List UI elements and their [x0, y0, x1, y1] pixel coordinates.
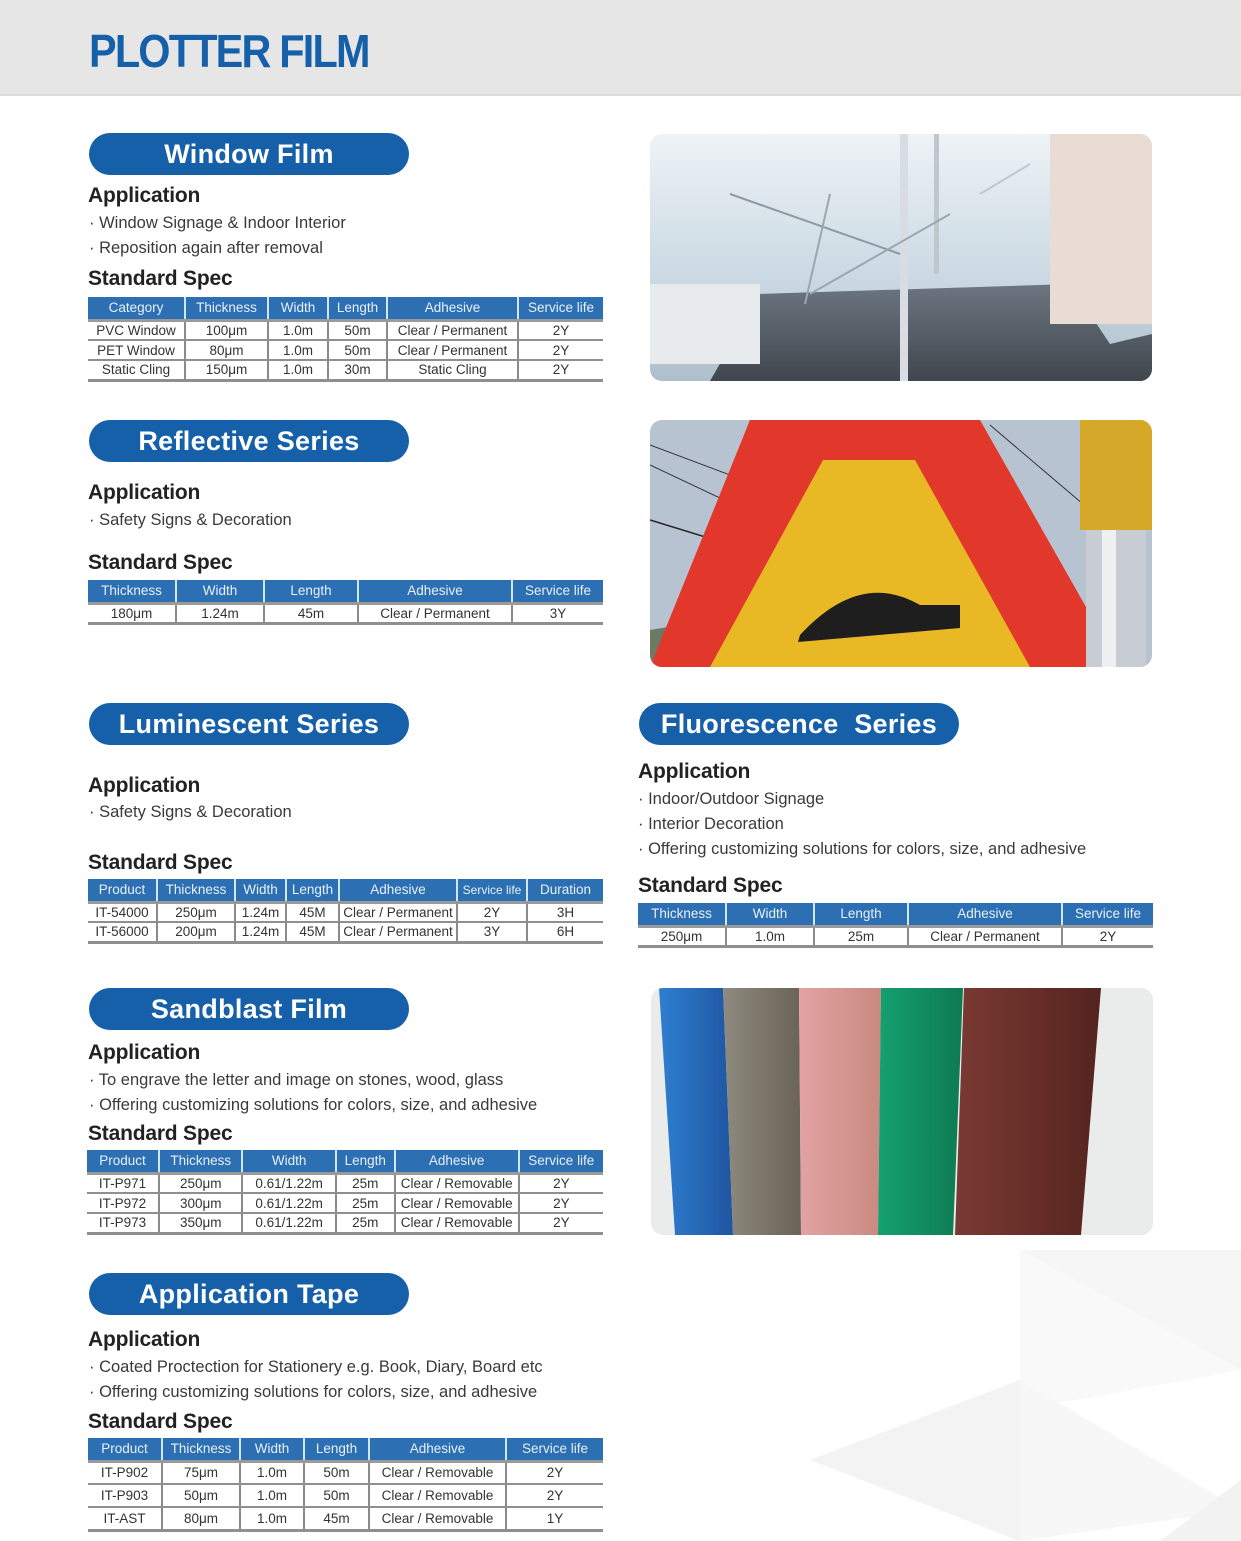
application-item: · Safety Signs & Decoration — [89, 800, 292, 825]
column-header: Width — [726, 903, 814, 926]
table-cell: 250μm — [157, 902, 235, 922]
table-header-row — [88, 580, 603, 603]
table-header-row — [88, 1438, 603, 1461]
table-cell: Clear / Permanent — [908, 926, 1062, 946]
table-row — [88, 1507, 603, 1530]
table-cell: 45M — [286, 922, 339, 942]
table-cell: 25m — [336, 1173, 395, 1193]
table-row — [88, 320, 603, 340]
window-film-spec-heading: Standard Spec — [88, 267, 233, 290]
table-cell: 50m — [328, 340, 387, 360]
application-tape-spec-table — [88, 1438, 603, 1532]
table-cell: Clear / Permanent — [339, 902, 457, 922]
table-cell: 3Y — [512, 603, 603, 623]
table-cell: 3Y — [457, 922, 527, 942]
table-row — [88, 603, 603, 623]
sandblast-film-title: Sandblast Film — [89, 988, 409, 1030]
table-header-row — [88, 297, 603, 320]
table-cell: 50m — [304, 1484, 369, 1507]
application-item: · Offering customizing solutions for colors, size, and adhesive — [89, 1093, 537, 1118]
sandblast-spec-table — [87, 1150, 603, 1235]
table-cell: 80μm — [162, 1507, 240, 1530]
table-row — [88, 340, 603, 360]
page-title: PLOTTER FILM — [89, 25, 369, 77]
column-header: Thickness — [88, 580, 176, 603]
application-tape-title: Application Tape — [89, 1273, 409, 1315]
background-triangles-decoration — [780, 1230, 1241, 1541]
fluorescence-application-list — [638, 787, 1086, 862]
table-cell: 25m — [336, 1213, 395, 1233]
reflective-application-heading: Application — [88, 481, 201, 504]
table-cell: 1.0m — [268, 320, 328, 340]
window-film-application-list — [89, 211, 346, 261]
application-item: · Window Signage & Indoor Interior — [89, 211, 346, 236]
table-cell: IT-54000 — [88, 902, 157, 922]
table-cell: 45m — [304, 1507, 369, 1530]
table-cell: IT-56000 — [88, 922, 157, 942]
table-cell: 50μm — [162, 1484, 240, 1507]
table-cell: 2Y — [519, 1193, 603, 1213]
application-item: · To engrave the letter and image on stones, wood, glass — [89, 1068, 537, 1093]
table-cell: Clear / Removable — [395, 1193, 519, 1213]
application-item: · Coated Proctection for Stationery e.g. Book, Diary, Board etc — [89, 1355, 543, 1380]
fluorescence-spec-table — [638, 903, 1153, 948]
window-film-application-heading: Application — [88, 184, 201, 207]
table-header-row — [87, 1150, 603, 1173]
table-cell: 2Y — [506, 1461, 603, 1484]
column-header: Adhesive — [395, 1150, 519, 1173]
column-header: Service life — [512, 580, 603, 603]
column-header: Category — [88, 297, 185, 320]
table-cell: 2Y — [1062, 926, 1153, 946]
table-cell: 25m — [814, 926, 908, 946]
table-cell: 1.0m — [268, 340, 328, 360]
window-film-title: Window Film — [89, 133, 409, 175]
table-cell: 250μm — [159, 1173, 242, 1193]
application-item: · Safety Signs & Decoration — [89, 508, 292, 533]
table-cell: 1.0m — [240, 1507, 304, 1530]
reflective-application-list — [89, 508, 292, 533]
table-row — [88, 902, 603, 922]
table-row — [88, 1484, 603, 1507]
column-header: Product — [88, 1438, 162, 1461]
column-header: Width — [176, 580, 264, 603]
table-cell: 0.61/1.22m — [242, 1173, 335, 1193]
column-header: Adhesive — [387, 297, 518, 320]
fluorescence-application-heading: Application — [638, 760, 751, 783]
table-cell: 45M — [286, 902, 339, 922]
table-cell: 75μm — [162, 1461, 240, 1484]
luminescent-application-list — [89, 800, 292, 825]
table-cell: IT-P972 — [87, 1193, 159, 1213]
application-item: · Reposition again after removal — [89, 236, 346, 261]
table-cell: 180μm — [88, 603, 176, 623]
table-cell: 2Y — [518, 360, 603, 380]
column-header: Product — [88, 879, 157, 902]
column-header: Service life — [518, 297, 603, 320]
column-header: Width — [235, 879, 286, 902]
table-cell: 50m — [328, 320, 387, 340]
column-header: Thickness — [157, 879, 235, 902]
table-row — [88, 922, 603, 942]
column-header: Width — [268, 297, 328, 320]
reflective-spec-heading: Standard Spec — [88, 551, 233, 574]
table-cell: IT-P903 — [88, 1484, 162, 1507]
column-header: Thickness — [162, 1438, 240, 1461]
column-header: Thickness — [185, 297, 268, 320]
table-cell: Clear / Removable — [395, 1213, 519, 1233]
table-cell: Clear / Removable — [369, 1461, 506, 1484]
table-cell: 1.24m — [235, 902, 286, 922]
table-row — [87, 1213, 603, 1233]
column-header: Length — [304, 1438, 369, 1461]
application-tape-spec-heading: Standard Spec — [88, 1410, 233, 1433]
table-cell: 2Y — [506, 1484, 603, 1507]
table-cell: PET Window — [88, 340, 185, 360]
table-cell: 150μm — [185, 360, 268, 380]
table-cell: 1.0m — [240, 1461, 304, 1484]
column-header: Product — [87, 1150, 159, 1173]
table-cell: 2Y — [519, 1173, 603, 1193]
application-item: · Indoor/Outdoor Signage — [638, 787, 1086, 812]
column-header: Width — [240, 1438, 304, 1461]
table-row — [88, 360, 603, 380]
table-cell: Clear / Permanent — [387, 320, 518, 340]
table-cell: 2Y — [518, 340, 603, 360]
column-header: Service life — [519, 1150, 603, 1173]
table-cell: 3H — [527, 902, 603, 922]
table-row — [87, 1173, 603, 1193]
column-header: Adhesive — [369, 1438, 506, 1461]
table-cell: 50m — [304, 1461, 369, 1484]
sandblast-application-heading: Application — [88, 1041, 201, 1064]
table-cell: IT-P971 — [87, 1173, 159, 1193]
reflective-spec-table — [88, 580, 603, 625]
column-header: Service life — [1062, 903, 1153, 926]
table-cell: 1.0m — [240, 1484, 304, 1507]
sandblast-application-list — [89, 1068, 537, 1118]
column-header: Length — [814, 903, 908, 926]
table-cell: 1Y — [506, 1507, 603, 1530]
table-cell: 300μm — [159, 1193, 242, 1213]
table-cell: 30m — [328, 360, 387, 380]
table-cell: 2Y — [518, 320, 603, 340]
table-cell: 6H — [527, 922, 603, 942]
table-row — [88, 1461, 603, 1484]
table-cell: Static Cling — [88, 360, 185, 380]
table-cell: 0.61/1.22m — [242, 1193, 335, 1213]
column-header: Width — [242, 1150, 335, 1173]
column-header: Adhesive — [358, 580, 512, 603]
table-cell: IT-P973 — [87, 1213, 159, 1233]
table-cell: PVC Window — [88, 320, 185, 340]
sandblast-spec-heading: Standard Spec — [88, 1122, 233, 1145]
luminescent-spec-heading: Standard Spec — [88, 851, 233, 874]
column-header: Length — [336, 1150, 395, 1173]
column-header: Service life — [506, 1438, 603, 1461]
fluorescence-spec-heading: Standard Spec — [638, 874, 783, 897]
column-header: Thickness — [638, 903, 726, 926]
table-cell: 1.24m — [235, 922, 286, 942]
table-cell: Static Cling — [387, 360, 518, 380]
column-header: Service life — [457, 879, 527, 902]
column-header: Thickness — [159, 1150, 242, 1173]
window-film-photo — [650, 134, 1152, 381]
table-cell: Clear / Permanent — [339, 922, 457, 942]
column-header: Length — [264, 580, 358, 603]
column-header: Duration — [527, 879, 603, 902]
table-cell: 1.24m — [176, 603, 264, 623]
table-cell: 0.61/1.22m — [242, 1213, 335, 1233]
table-cell: 1.0m — [268, 360, 328, 380]
column-header: Adhesive — [339, 879, 457, 902]
window-film-spec-table — [88, 297, 603, 382]
table-cell: 45m — [264, 603, 358, 623]
table-cell: 100μm — [185, 320, 268, 340]
table-cell: Clear / Removable — [369, 1507, 506, 1530]
table-cell: Clear / Permanent — [387, 340, 518, 360]
reflective-sign-photo — [650, 420, 1152, 667]
table-cell: 350μm — [159, 1213, 242, 1233]
table-header-row — [88, 879, 603, 902]
column-header: Length — [328, 297, 387, 320]
table-cell: 25m — [336, 1193, 395, 1213]
table-cell: 2Y — [519, 1213, 603, 1233]
fluorescence-series-title: Fluorescence Series — [639, 703, 959, 745]
table-row — [638, 926, 1153, 946]
luminescent-application-heading: Application — [88, 774, 201, 797]
table-cell: Clear / Permanent — [358, 603, 512, 623]
application-item: · Offering customizing solutions for colors, size, and adhesive — [638, 837, 1086, 862]
table-cell: IT-AST — [88, 1507, 162, 1530]
table-cell: Clear / Removable — [369, 1484, 506, 1507]
table-cell: 2Y — [457, 902, 527, 922]
column-header: Adhesive — [908, 903, 1062, 926]
application-tape-application-heading: Application — [88, 1328, 201, 1351]
table-cell: Clear / Removable — [395, 1173, 519, 1193]
application-tape-application-list — [89, 1355, 543, 1405]
table-cell: 80μm — [185, 340, 268, 360]
reflective-series-title: Reflective Series — [89, 420, 409, 462]
application-item: · Offering customizing solutions for colors, size, and adhesive — [89, 1380, 543, 1405]
table-cell: IT-P902 — [88, 1461, 162, 1484]
table-row — [87, 1193, 603, 1213]
table-header-row — [638, 903, 1153, 926]
table-cell: 250μm — [638, 926, 726, 946]
table-cell: 1.0m — [726, 926, 814, 946]
column-header: Length — [286, 879, 339, 902]
luminescent-series-title: Luminescent Series — [89, 703, 409, 745]
table-cell: 200μm — [157, 922, 235, 942]
application-item: · Interior Decoration — [638, 812, 1086, 837]
sandblast-film-rolls-photo — [651, 988, 1153, 1235]
luminescent-spec-table — [88, 879, 603, 944]
